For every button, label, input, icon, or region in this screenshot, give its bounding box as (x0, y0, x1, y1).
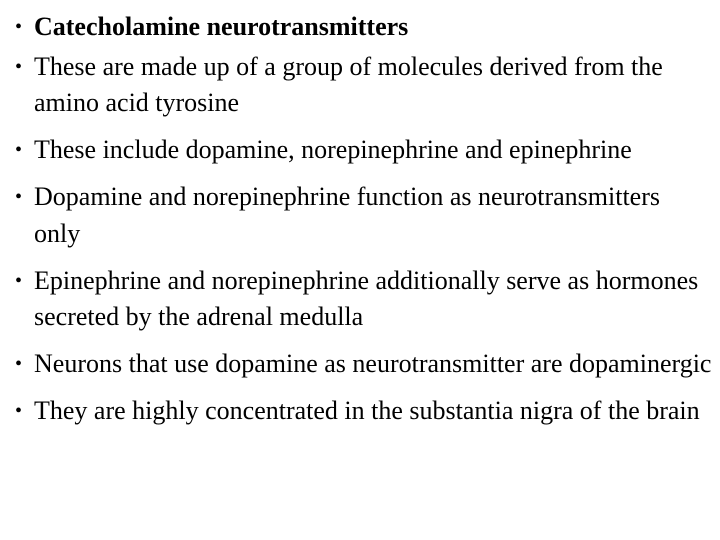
bullet-item (0, 393, 720, 430)
bullet-text: Dopamine and norepinephrine function as neurotransmitters only (34, 182, 660, 248)
bullet-icon: • (15, 400, 23, 422)
bullet-icon: • (15, 55, 23, 78)
bullet-text: These include dopamine, norepinephrine and epinephrine (34, 135, 632, 164)
bullet-item (0, 132, 720, 169)
bullet-icon: • (15, 269, 23, 292)
bullet-icon: • (15, 353, 23, 375)
bullet-item (0, 263, 720, 336)
bullet-item (0, 49, 720, 122)
bullet-item-heading (0, 9, 720, 46)
bullet-icon: • (15, 16, 23, 38)
bullet-icon: • (15, 139, 23, 161)
bullet-item (0, 346, 720, 383)
bullet-text: Epinephrine and norepinephrine additionally serve as hormones secreted by the adrenal medulla (34, 265, 699, 331)
bullet-text: Catecholamine neurotransmitters (34, 12, 409, 41)
bullet-list (0, 9, 720, 440)
bullet-text: Neurons that use dopamine as neurotransmitter are dopaminergic (34, 349, 712, 378)
bullet-icon: • (15, 186, 23, 208)
bullet-text: They are highly concentrated in the substantia nigra of the brain (34, 396, 700, 425)
bullet-item (0, 179, 720, 252)
bullet-text: These are made up of a group of molecules derived from the amino acid tyrosine (34, 51, 663, 117)
